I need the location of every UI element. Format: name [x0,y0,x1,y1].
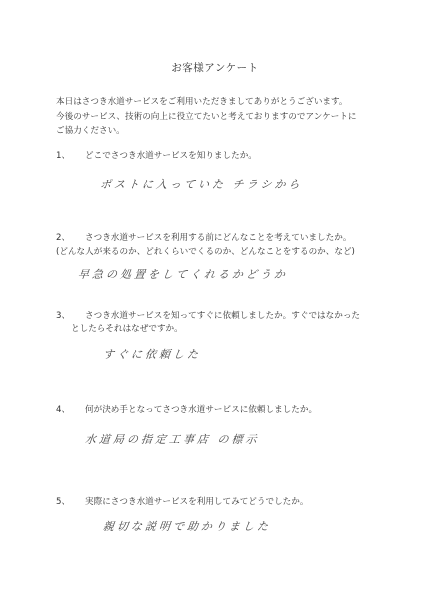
question-text-continued: としたらそれはなぜですか。 [71,324,183,334]
question-text: さつき水道サービスを知ってすぐに依頼しましたか。すぐではなかった [85,311,361,321]
question-2-note: (どんな人が来るのか、どれくらいでくるのか、どんなことをするのか、など) [56,247,355,257]
page-title: お客様アンケート [171,62,259,74]
question-text: 何が決め手となってさつき水道サービスに依頼しましたか。 [85,405,318,415]
question-text: 実際にさつき水道サービスを利用してみてどうでしたか。 [85,497,309,507]
intro-paragraph [56,95,396,139]
intro-line: 本日はさつき水道サービスをご利用いただきましてありがとうございます。 [56,97,348,107]
question-number: 3、 [56,311,71,321]
intro-line: 今後のサービス、技術の向上に役立てたいと考えておりますのでアンケートに [56,111,357,122]
question-text: さつき水道サービスを利用する前にどんなことを考えていましたか。 [85,233,352,243]
answer-3: すぐに依頼した [102,348,202,361]
question-number: 1、 [56,151,71,161]
question-number: 2、 [56,233,71,243]
answer-5: 親切な説明で助かりました [102,520,272,533]
question-number: 5、 [56,497,71,507]
answer-4: 水道局の指定工事店 の標示 [84,433,261,446]
question-text: どこでさつき水道サービスを知りましたか。 [85,151,257,161]
question-number: 4、 [56,405,71,415]
intro-line: ご協力ください。 [56,126,125,136]
answer-1: ポストに入っていた チラシから [99,178,304,191]
answer-2: 早急の処置をしてくれるかどうか [77,268,289,281]
